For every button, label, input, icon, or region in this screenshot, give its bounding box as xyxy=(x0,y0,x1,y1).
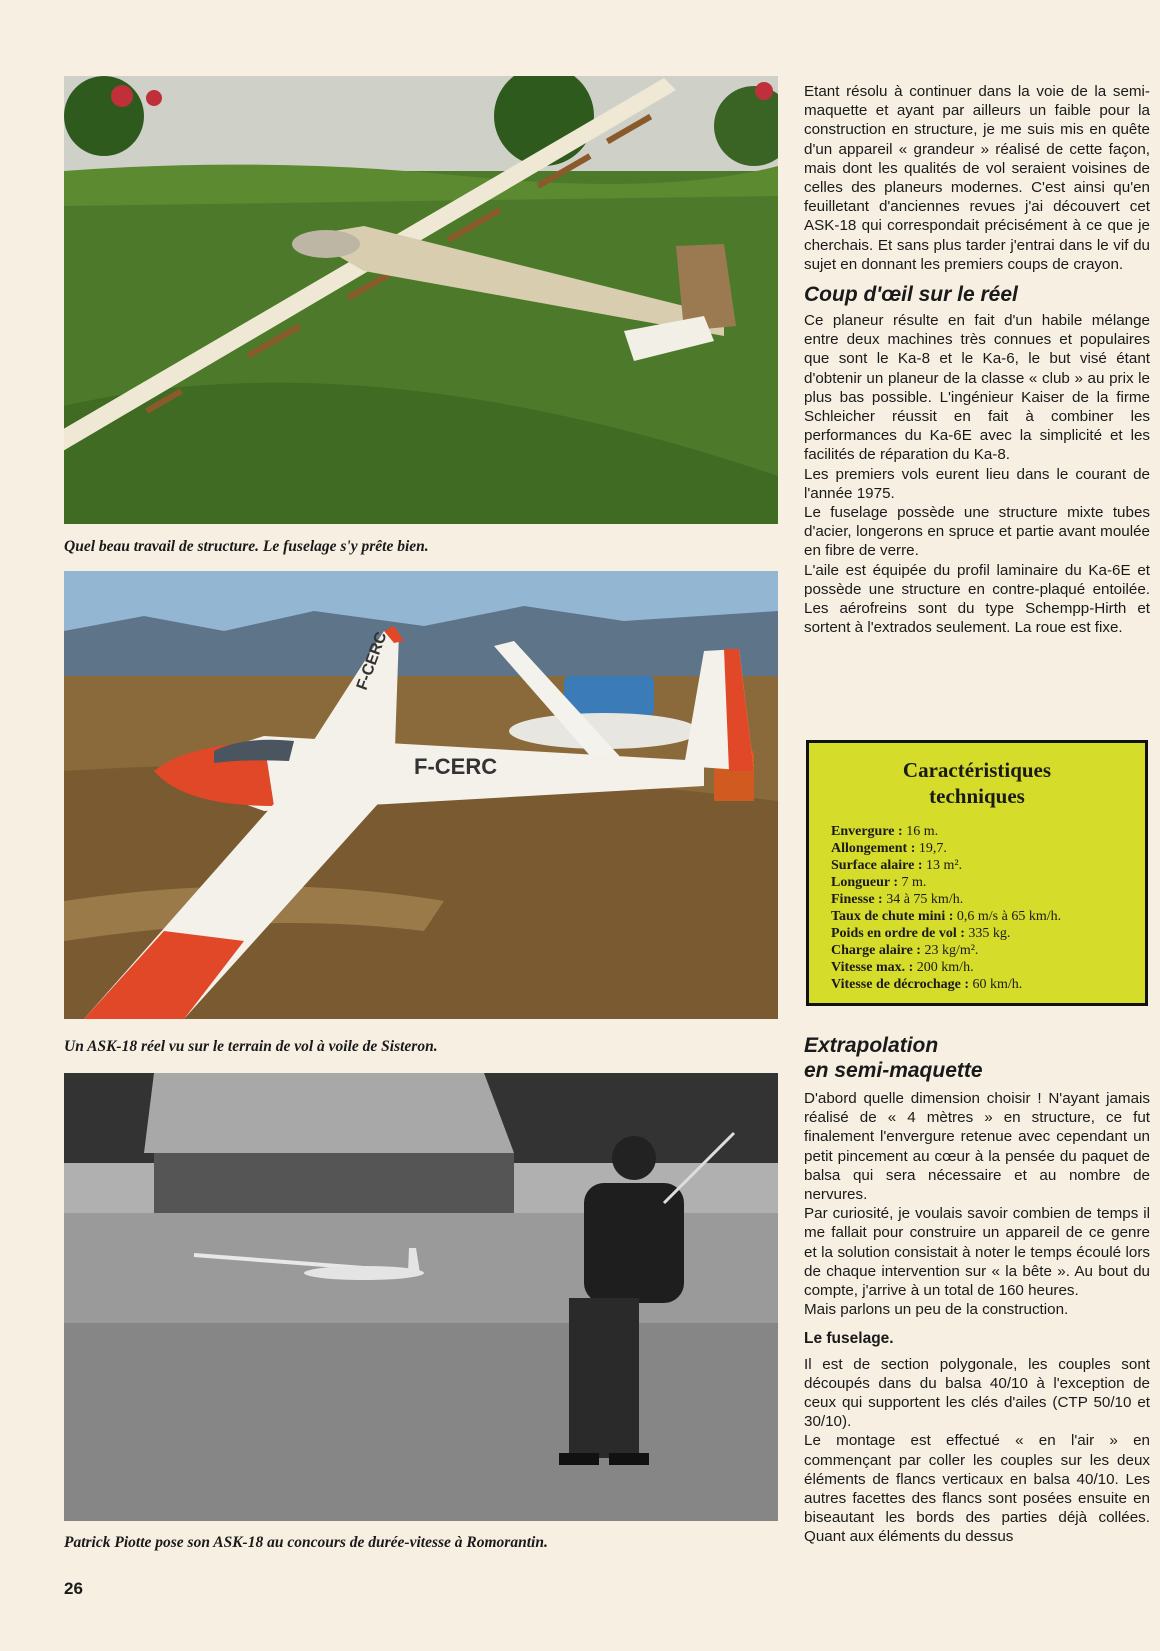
spec-row: Vitesse de décrochage : 60 km/h. xyxy=(831,977,1023,992)
fuselage-registration: F-CERC xyxy=(414,754,498,779)
section3-title: Le fuselage. xyxy=(804,1330,894,1348)
section2-p1: D'abord quelle dimension choisir ! N'ayant jamais réalisé de « 4 mètres » en structure, ce fut finalement l'envergure retenue avec cependant un petit pincement au cœur à la pensée du paquet de balsa qui sera nécessaire et au nombre de nervures. xyxy=(804,1090,1150,1204)
caption-ask18: Un ASK-18 réel vu sur le terrain de vol à voile de Sisteron. xyxy=(64,1038,438,1055)
wing-registration: F-CERC xyxy=(353,629,391,693)
spec-row: Poids en ordre de vol : 335 kg. xyxy=(831,926,1011,941)
spec-row: Envergure : 16 m. xyxy=(831,824,939,839)
spec-title xyxy=(809,757,1145,809)
section2-p3: Mais parlons un peu de la construction. xyxy=(804,1301,1069,1319)
section3-p1: Il est de section polygonale, les couples sont découpés dans du balsa 40/10 à l'exception de ceux qui supportent les clés d'ailes (CTP 50/10 et 30/10). xyxy=(804,1355,1150,1431)
section1-p1: Ce planeur résulte en fait d'un habile mélange entre deux machines très connues et populaires que sont le Ka-8 et le Ka-6, le but visé étant d'obtenir un planeur de la classe « club » au prix le plus bas possible. L'ingénieur Kaiser de la firme Schleicher réussit en fait à combiner les performances du Ka-6E avec la simplicité et les facilités de réparation du Ka-8. xyxy=(804,312,1150,464)
spec-title-line1: Caractéristiques xyxy=(902,758,1052,782)
section1-p2: Les premiers vols eurent lieu dans le courant de l'année 1975. xyxy=(804,465,1150,502)
spec-row: Surface alaire : 13 m². xyxy=(831,858,963,873)
section2-title-line1: Extrapolation xyxy=(804,1034,939,1057)
spec-title-line2: techniques xyxy=(929,784,1025,808)
section2-title xyxy=(804,1033,1150,1083)
caption-pilot: Patrick Piotte pose son ASK-18 au concours de durée-vitesse à Romorantin. xyxy=(64,1534,548,1551)
spec-list xyxy=(809,823,1145,993)
spec-row: Charge alaire : 23 kg/m². xyxy=(831,943,979,958)
section2-p2: Par curiosité, je voulais savoir combien de temps il me fallait pour construire un appareil de ce genre et la solution consistait à noter le temps écoulé lors de chaque intervention sur « la bête ». Au bout du compte, j'arrive à un total de 160 heures. xyxy=(804,1205,1150,1300)
section1-p3: Le fuselage possède une structure mixte tubes d'acier, longerons en spruce et partie avant moulée en fibre de verre. xyxy=(804,504,1150,560)
spec-row: Longueur : 7 m. xyxy=(831,875,927,890)
spec-row: Vitesse max. : 200 km/h. xyxy=(831,960,974,975)
spec-row: Taux de chute mini : 0,6 m/s à 65 km/h. xyxy=(831,909,1062,924)
photo-ask18-real xyxy=(64,571,778,1019)
photo-glider-structure xyxy=(64,76,778,524)
spec-box xyxy=(806,740,1148,1006)
page-number: 26 xyxy=(64,1579,83,1598)
spec-row: Finesse : 34 à 75 km/h. xyxy=(831,892,964,907)
text-column-top xyxy=(804,82,1150,637)
section1-title: Coup d'œil sur le réel xyxy=(804,283,1018,307)
section1-p4: L'aile est équipée du profil laminaire du Ka-6E et possède une structure en contre-plaqué entoilée. Les aérofreins sont du type Schempp-Hirth et sortent à l'extrados seulement. La roue est fixe. xyxy=(804,561,1150,637)
photo-pilot-field xyxy=(64,1073,778,1521)
intro-paragraph: Etant résolu à continuer dans la voie de la semi-maquette et ayant par ailleurs un faible pour la construction en structure, je me suis mis en quête d'un appareil « grandeur » réalisé de cette façon, mais dont les qualités de vol seraient voisines de celles des planeurs modernes. C'est ainsi qu'en feuilletant d'anciennes revues j'ai découvert cet ASK-18 qui correspondait précisément à ce que je cherchais. Et sans plus tarder j'entrai dans le vif du sujet en donnant les premiers coups de crayon. xyxy=(804,83,1150,273)
section2-title-line2: en semi-maquette xyxy=(804,1059,983,1082)
spec-row: Allongement : 19,7. xyxy=(831,841,947,856)
section3-p2: Le montage est effectué « en l'air » en commençant par coller les couples sur les deux éléments de flancs verticaux en balsa 40/10. Les autres facettes des flancs sont posées ensuite en biseautant les bords des parties déjà collées. Quant aux éléments du dessus xyxy=(804,1432,1150,1546)
text-column-bottom xyxy=(804,1033,1150,1547)
caption-structure: Quel beau travail de structure. Le fuselage s'y prête bien. xyxy=(64,538,429,555)
